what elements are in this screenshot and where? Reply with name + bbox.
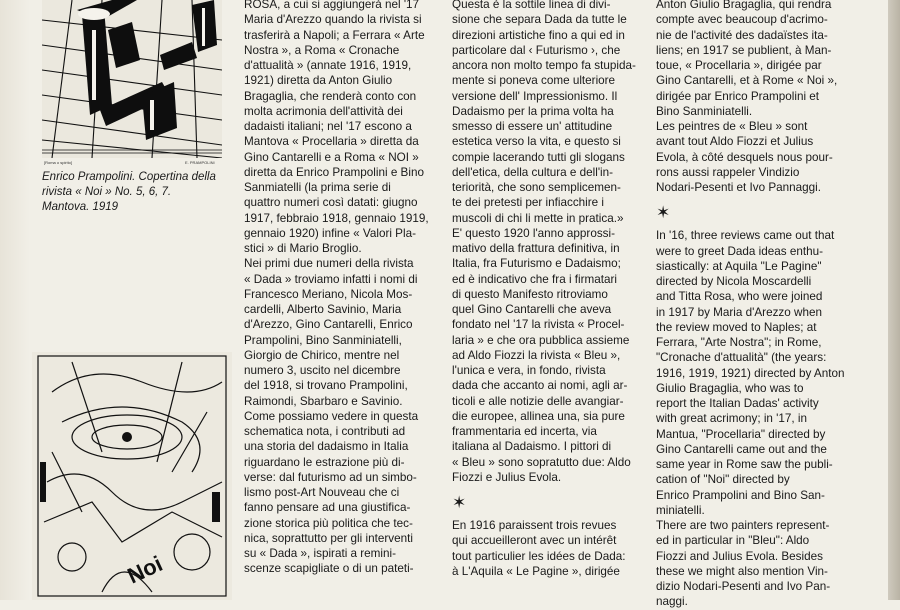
text-line: Gino Cantarelli, et à Rome « Noi », bbox=[656, 74, 838, 88]
text-line: Nei primi due numeri della rivista bbox=[244, 257, 414, 271]
text-line: di questo Manifesto ritroviamo bbox=[452, 287, 608, 301]
text-line: stici » di Mario Broglio. bbox=[244, 242, 362, 255]
caption-line: Enrico Prampolini. Copertina della bbox=[42, 171, 216, 183]
text-line: molta acrimonia dell'attività dei bbox=[244, 104, 403, 118]
text-line: "Cronache d'attualità" (the years: bbox=[656, 351, 827, 365]
text-line: d'Arezzo, Gino Cantarelli, Enrico bbox=[244, 318, 413, 332]
text-line: italiana al Dadaismo. I pittori di bbox=[452, 440, 612, 454]
text-line: del 1918, si trovano Prampolini, bbox=[244, 379, 408, 393]
page-shadow-right bbox=[888, 0, 900, 600]
text-line: Nostra », a Roma « Cronache bbox=[244, 43, 400, 57]
text-line: Italia, fra Futurismo e Dadaismo; bbox=[452, 257, 621, 271]
text-line: dirigée par Enrico Prampolini et bbox=[656, 89, 820, 103]
text-line: scenze scapigliate o di un pateti- bbox=[244, 562, 414, 576]
text-line: zione storica più politica che tec- bbox=[244, 516, 413, 530]
text-line: smesso di essere un' attitudine bbox=[452, 120, 613, 133]
text-line: cardelli, Alberto Savinio, Maria bbox=[244, 303, 402, 316]
text-line: frammentaria ed incerta, via bbox=[452, 425, 597, 438]
text-column-italian-1 bbox=[244, 0, 449, 577]
text-line: 1921) diretta da Anton Giulio bbox=[244, 74, 393, 88]
text-column-italian-2 bbox=[452, 0, 654, 579]
text-line: were to greet Dada ideas enthu- bbox=[656, 244, 823, 258]
text-line: and Titta Rosa, who were joined bbox=[656, 290, 823, 304]
text-line: Evola, à côté desquels nous pour- bbox=[656, 150, 833, 164]
image-credit-left: [Roma o spirito] bbox=[44, 160, 73, 165]
text-line: Anton Giulio Bragaglia, qui rendra bbox=[656, 0, 832, 11]
text-line: In '16, three reviews came out that bbox=[656, 229, 835, 243]
text-line: in 1917 by Maria d'Arezzo when bbox=[656, 305, 822, 319]
text-line: particolare dal ‹ Futurismo ›, che bbox=[452, 43, 621, 57]
text-line: una storia del dadaismo in Italia bbox=[244, 440, 409, 454]
text-line: ticoli e alle notizie delle avangiar- bbox=[452, 394, 624, 408]
text-line: ed è indicativo che fra i firmatari bbox=[452, 272, 617, 286]
text-line: Come possiamo vedere in questa bbox=[244, 409, 419, 423]
text-line: toue, « Procellaria », dirigée par bbox=[656, 59, 822, 72]
text-line: Dadaismo per la prima volta ha bbox=[452, 104, 614, 118]
text-line: fanno pensare ad una giustifica- bbox=[244, 501, 411, 515]
text-line: report the Italian Dadas' activity bbox=[656, 397, 819, 410]
text-line: liens; en 1917 se publient, à Man- bbox=[656, 43, 832, 57]
text-line: tout particulier les idées de Dada: bbox=[452, 549, 626, 563]
text-line: numero 3, uscito nel dicembre bbox=[244, 364, 401, 377]
text-line: Giulio Bragaglia, who was to bbox=[656, 381, 804, 395]
text-line: die europee, allinea una, sia pure bbox=[452, 409, 625, 423]
text-line: Gino Cantarelli e a Roma « NOI » bbox=[244, 150, 419, 164]
text-line: rons aussi rappeler Vindizio bbox=[656, 165, 800, 179]
text-line: Prampolini, Bino Sanminiatelli, bbox=[244, 333, 402, 347]
text-line: versione dell' Impressionismo. Il bbox=[452, 89, 618, 103]
text-line: ad Aldo Fiozzi la rivista « Bleu », bbox=[452, 348, 621, 362]
text-line: riguardano le estrazione più di- bbox=[244, 455, 405, 469]
text-line: quel Gino Cantarelli che aveva bbox=[452, 303, 612, 316]
text-line: Ferrara, "Arte Nostra"; in Rome, bbox=[656, 336, 822, 349]
text-line: Sanmiatelli (la prima serie di bbox=[244, 181, 391, 194]
text-line: these we might also mention Vin- bbox=[656, 564, 828, 578]
text-line: naggi. bbox=[656, 595, 688, 609]
text-line: direzioni artistiche fino a qui ed in bbox=[452, 28, 625, 42]
text-line: « Dada » troviamo infatti i nomi di bbox=[244, 272, 418, 286]
text-line: diretta da Enrico Prampolini e Bino bbox=[244, 165, 424, 179]
text-line: the review moved to Naples; at bbox=[656, 320, 817, 334]
text-line: miniatelli. bbox=[656, 503, 705, 517]
text-line: Mantua, "Procellaria" directed by bbox=[656, 427, 826, 441]
text-line: ancora non molto tempo fa stupida- bbox=[452, 59, 636, 72]
section-star: ✶ bbox=[452, 493, 467, 512]
text-line: dadaisti italiani; nel '17 escono a bbox=[244, 120, 412, 133]
text-line: l'unica e vera, in fondo, rivista bbox=[452, 364, 606, 377]
text-line: dell'etica, della cultura e dell'in- bbox=[452, 165, 614, 179]
text-line: qui accueilleront avec un intérêt bbox=[452, 534, 617, 548]
text-line: dizio Nodari-Pesenti and Ivo Pan- bbox=[656, 580, 831, 593]
text-line: muscoli di chi li mette in pratica.» bbox=[452, 211, 624, 225]
noi-lettering: Noi bbox=[123, 550, 167, 589]
text-line: directed by Nicola Moscardelli bbox=[656, 275, 812, 288]
text-line: avant tout Aldo Fiozzi et Julius bbox=[656, 135, 814, 149]
text-line: Mantova « Procellaria » diretta da bbox=[244, 135, 419, 149]
text-line: mativo della frattura definitiva, in bbox=[452, 242, 620, 255]
text-line: nie de l'activité des dadaïstes ita- bbox=[656, 28, 828, 42]
text-line: E' questo 1920 l'anno approssi- bbox=[452, 226, 616, 240]
text-line: Bragaglia, che renderà conto con bbox=[244, 89, 417, 103]
text-line: lismo post-Art Nouveau che ci bbox=[244, 486, 400, 499]
page-shadow-left bbox=[0, 0, 30, 600]
text-line: En 1916 paraissent trois revues bbox=[452, 519, 617, 532]
text-line: schematica nota, i contributi ad bbox=[244, 425, 406, 438]
text-line: laria » e che ora pubblica assieme bbox=[452, 333, 630, 347]
text-line: fondato nel '17 la rivista « Procel- bbox=[452, 318, 625, 332]
text-line: Nodari-Pesenti et Ivo Pannaggi. bbox=[656, 181, 822, 194]
text-line: with great acrimony; in '17, in bbox=[656, 412, 807, 426]
text-line: siastically: at Aquila "Le Pagine" bbox=[656, 259, 822, 273]
text-line: Raimondi, Sbarbaro e Savinio. bbox=[244, 394, 403, 408]
image-credit-right: E. PRAMPOLINI bbox=[185, 160, 215, 165]
text-line: same year in Rome saw the publi- bbox=[656, 458, 833, 471]
prampolini-cover-image bbox=[42, 0, 222, 158]
text-line: compie lacerando tutti gli slogans bbox=[452, 150, 625, 164]
text-line: Fiozzi e Julius Evola. bbox=[452, 470, 562, 484]
text-line: gennaio 1920) infine « Valori Pla- bbox=[244, 226, 416, 240]
text-line: cation of "Noi" directed by bbox=[656, 473, 790, 487]
section-star: ✶ bbox=[656, 203, 671, 223]
caption-line: rivista « Noi » No. 5, 6, 7. bbox=[42, 186, 172, 198]
text-line: Francesco Meriano, Nicola Mos- bbox=[244, 287, 413, 301]
text-line: d'attualità » (annate 1916, 1919, bbox=[244, 59, 412, 72]
text-line: dada che accanto ai nomi, agli ar- bbox=[452, 379, 628, 393]
text-line: 1916, 1919, 1921) directed by Anton bbox=[656, 366, 845, 380]
text-line: Gino Cantarelli came out and the bbox=[656, 442, 827, 456]
caption-line: Mantova. 1919 bbox=[42, 201, 119, 213]
text-line: trasferirà a Napoli; a Ferrara « Arte bbox=[244, 28, 425, 42]
text-line: ed in particular in "Bleu": Aldo bbox=[656, 534, 810, 548]
text-line: verse: dal futurismo ad un simbo- bbox=[244, 470, 417, 484]
text-line: Fiozzi and Julius Evola. Besides bbox=[656, 549, 823, 563]
text-line: There are two painters represent- bbox=[656, 519, 830, 532]
text-line: Bino Sanminiatelli. bbox=[656, 104, 753, 118]
text-line: compte avec beaucoup d'acrimo- bbox=[656, 13, 828, 27]
text-line: Les peintres de « Bleu » sont bbox=[656, 120, 808, 133]
text-line: ROSA, a cui si aggiungerà nel '17 bbox=[244, 0, 420, 11]
text-line: nica, soprattutto per gli interventi bbox=[244, 531, 413, 545]
text-line: 1917, febbraio 1918, gennaio 1919, bbox=[244, 211, 429, 225]
text-line: quattro numeri così datati: giugno bbox=[244, 196, 418, 210]
text-line: Enrico Prampolini and Bino San- bbox=[656, 488, 825, 502]
text-line: sione che separa Dada da tutte le bbox=[452, 13, 627, 27]
text-line: Questa è la sottile linea di divi- bbox=[452, 0, 611, 11]
text-line: Maria d'Arezzo quando la rivista si bbox=[244, 13, 422, 27]
text-line: mente si poneva come ulteriore bbox=[452, 74, 616, 88]
image-caption bbox=[42, 170, 232, 215]
text-line: « Bleu » sono sopratutto due: Aldo bbox=[452, 455, 631, 469]
text-line: à L'Aquila « Le Pagine », dirigée bbox=[452, 564, 620, 578]
text-line: Giorgio de Chirico, mentre nel bbox=[244, 348, 400, 362]
text-column-french-english bbox=[656, 0, 866, 610]
noi-cover-image bbox=[32, 352, 232, 600]
text-line: su « Dada », ispirati a remini- bbox=[244, 547, 397, 560]
text-line: te dei pretesti per infiacchire i bbox=[452, 196, 605, 210]
text-line: estetica verso la vita, e questo si bbox=[452, 135, 621, 149]
text-line: teriorità, che sono semplicemen- bbox=[452, 181, 621, 194]
